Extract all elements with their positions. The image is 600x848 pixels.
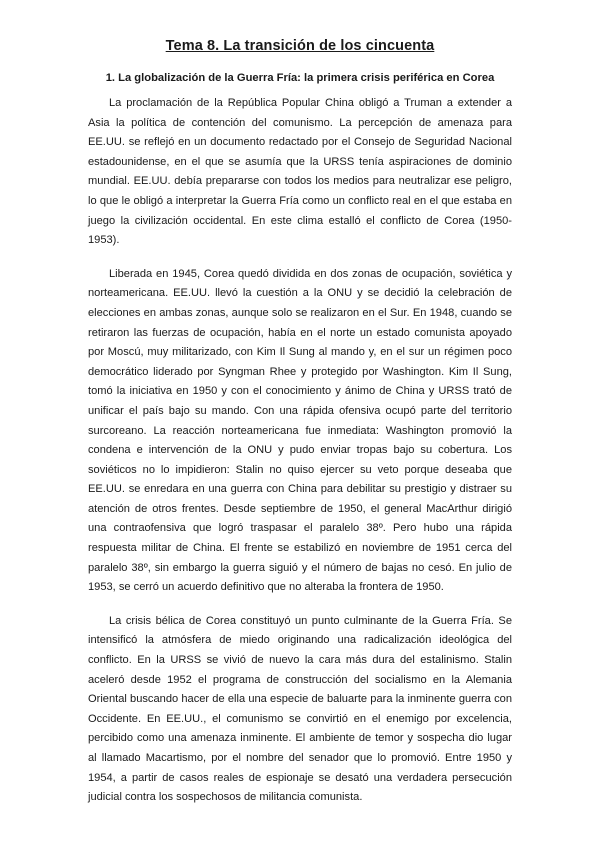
page-title: Tema 8. La transición de los cincuenta	[165, 38, 435, 54]
paragraph: Liberada en 1945, Corea quedó dividida en dos zonas de ocupación, soviética y norteamericana. EE.UU. llevó la cuestión a la ONU y se decidió la celebración de elecciones en ambas zonas, aunque solo se realizaron en el Sur. En 1948, cuando se retiraron las fuerzas de ocupación, había en el norte un estado comunista apoyado por Moscú, muy militarizado, con Kim Il Sung al mando y, en el sur un régimen poco democrático liderado por Syngman Rhee y protegido por Washington. Kim Il Sung, tomó la iniciativa en 1950 y con el conocimiento y ánimo de China y URSS trató de unificar el país bajo su mando. Con una rápida ofensiva ocupó parte del territorio surcoreano. La reacción norteamericana fue inmediata: Washington promovió la condena e intervención de la ONU y pudo enviar tropas bajo su cobertura. Los soviéticos no lo impidieron: Stalin no quiso ejercer su veto porque deseaba que EE.UU. se enredara en una guerra con China para debilitar su prestigio y distraer su atención de otros frentes. Desde septiembre de 1950, el general MacArthur dirigió una contraofensiva que logró traspasar el paralelo 38º. Pero hubo una rápida respuesta militar de China. El frente se estabilizó en noviembre de 1951 cerca del paralelo 38º, sin embargo la guerra siguió y el número de bajas no cesó. En julio de 1953, se cerró un acuerdo definitivo que no alteraba la frontera de 1950.	[88, 267, 512, 594]
paragraph: La crisis bélica de Corea constituyó un punto culminante de la Guerra Fría. Se intensificó la atmósfera de miedo originando una radicalización ideológica del conflicto. En la URSS se vivió de nuevo la cara más dura del estalinismo. Stalin aceleró desde 1952 el programa de construcción del socialismo en la Alemania Oriental buscando hacer de ella una especie de baluarte para la inminente guerra con Occidente. En EE.UU., el comunismo se convirtió en el enemigo por excelencia, percibido como una amenaza inminente. El ambiente de temor y sospecha dio lugar al llamado Macartismo, por el nombre del senador que lo promovió. Entre 1950 y 1954, a partir de casos reales de espionaje se desató una verdadera persecución judicial contra los sospechosos de militancia comunista.	[88, 614, 512, 804]
paragraph: La proclamación de la República Popular China obligó a Truman a extender a Asia la política de contención del comunismo. La percepción de amenaza para EE.UU. se reflejó en un documento redactado por el Consejo de Seguridad Nacional estadounidense, en el que se asumía que la URSS tenía aspiraciones de dominio mundial. EE.UU. debía prepararse con todos los medios para neutralizar ese peligro, lo que le obligó a interpretar la Guerra Fría como un conflicto real en el que estaba en juego la civilización occidental. En este clima estalló el conflicto de Corea (1950-1953).	[88, 97, 512, 247]
section-heading: 1. La globalización de la Guerra Fría: la primera crisis periférica en Corea	[105, 72, 495, 84]
